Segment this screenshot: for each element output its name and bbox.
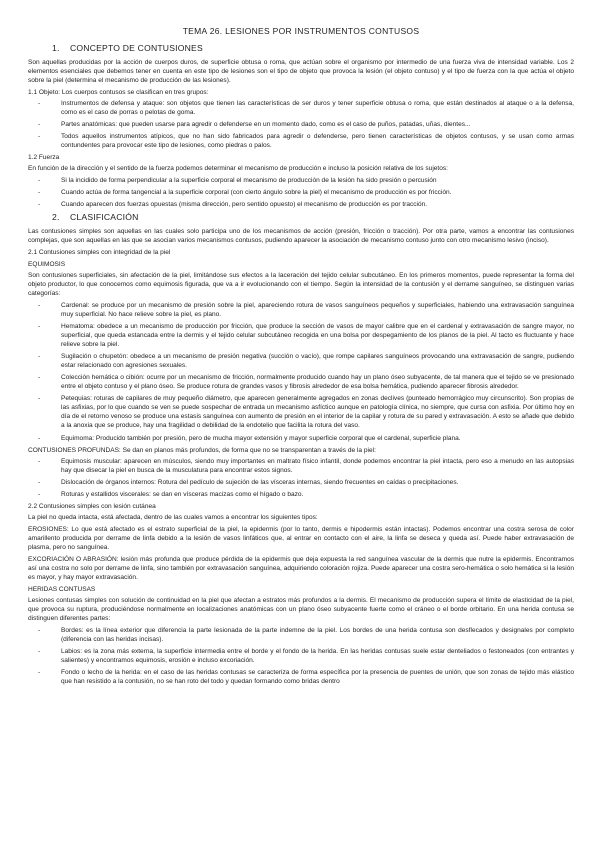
paragraph-equimosis: Son contusiones superficiales, sin afectación de la piel, limitándose sus efectos a la laceración del tejido celular subcutáneo. En los primeros momentos, puede representar la forma del objeto productor, lo que conocemos como equimosis figurada, que va a ir evolucionando con el tiempo. Según la intensidad de la contusión y el derrame sanguíneo, se distinguen varias categorías: — [28, 272, 574, 298]
paragraph-clasificacion: Las contusiones simples son aquellas en las cuales solo participa uno de los mecanismos de acción (presión, fricción o tracción). Por otra parte, vamos a encontrar las contusiones complejas, que son aquellas en las que se asocian varios mecanismos contusos, pudiendo aparecer la asociación de mecanismo contuso junto con otro mecanismo lesivo (inciso). — [28, 227, 574, 244]
list-item: - Cuando aparecen dos fuerzas opuestas (misma dirección, pero sentido opuesto) el mecanismo de producción es por tracción. — [28, 200, 574, 209]
section-heading-concepto — [52, 43, 574, 55]
section-title: CONCEPTO DE CONTUSIONES — [70, 42, 203, 53]
paragraph-concepto: Son aquellas producidas por la acción de cuerpos duros, de superficie obtusa o roma, que actúan sobre el organismo por intermedio de una fuerza viva de intensidad variable. Los 2 elementos esenciales que debemos tener en cuenta en este tipo de lesiones son el tipo de objeto que provoca la lesión (el objeto contuso) y el tipo de fuerza con la que actúa el objeto sobre la piel (determina el mecanismo de producción de las lesiones). — [28, 58, 574, 84]
list-item: - Cardenal: se produce por un mecanismo de presión sobre la piel, apareciendo rotura de vasos sanguíneos pequeños y superficiales, habiendo una extravasación sanguínea muy superficial. No hace relieve sobre la piel, es plano. — [28, 301, 574, 319]
paragraph-excoriacion: EXCORIACIÓN O ABRASIÓN: lesión más profunda que produce pérdida de la epidermis que deja expuesta la red sanguínea vascular de la dermis que nutre la epidermis. Encontramos así una costra no solo por derrame de linfa, sino también por extravasación sanguínea, adquiriendo coloración rojiza. Puede aparecer una costra sero-hemática o solo hemática si la lesión es mayor, y hay mayor extravasación. — [28, 555, 574, 581]
list-item: - Labios: es la zona más externa, la superficie intermedia entre el borde y el fondo de la herida. En las heridas contusas suele estar denteliados o festoneados (con entrantes y salientes) y encontramos equimosis, erosión e incluso excoriación. — [28, 647, 574, 665]
paragraph-erosiones: EROSIONES: Lo que está afectado es el estrato superficial de la piel, la epidermis (por lo tanto, dermis e hipodermis están intactas). Podemos encontrar una costra serosa de color amarillento producida por derrame de linfa debido a la lesión de vasos linfáticos que, al entrar en contacto con el aire, la linfa se deseca y queda así. Puede haber extravasación de plasma, pero no sanguínea. — [28, 525, 574, 551]
list-item: - Partes anatómicas: que pueden usarse para agredir o defenderse en un momento dado, como es el caso de puños, patadas, uñas, dientes... — [28, 120, 574, 129]
section-number: 1. — [52, 42, 60, 53]
subsection-heading-integridad: 2.1 Contusiones simples con integridad de la piel — [28, 248, 171, 256]
list-item: - Cuando actúa de forma tangencial a la superficie corporal (con cierto ángulo sobre la piel) el mecanismo de producción es por fricción. — [28, 188, 574, 197]
list-item: - Todos aquellos instrumentos atípicos, que no han sido fabricados para agredir o defenderse, pero tienen características de objetos contusos, y se usan como armas contundentes para provocar este tipo de lesiones, como piedras o palos. — [28, 132, 574, 150]
list-item: - Equimoma: Producido también por presión, pero de mucha mayor extensión y mayor superficie corporal que el cardenal, superficie plana. — [28, 434, 574, 443]
heading-heridas-contusas: HERIDAS CONTUSAS — [28, 585, 96, 593]
document-title: TEMA 26. LESIONES POR INSTRUMENTOS CONTUSOS — [182, 26, 420, 36]
list-item: - Petequias: roturas de capilares de muy pequeño diámetro, que aparecen generalmente agregados en zonas declives (punteado hemorrágico muy circunscrito). Son propias de las asfixias, por lo que cuando se ven se puede sospechar de entrada un mecanismo asfíctico aunque en patología clínica, no siempre, que cursa con asfixia. Por último hoy en día de el retorno venoso se produce una estasis sanguínea con aumento de presión en el interior de la capilar y rotura de su pared y extravasación. A esto se añade que debido a la anoxia que se produce, hay una fragilidad o debilidad de la endotelio que facilita la rotura del vaso. — [28, 394, 574, 430]
paragraph-lesion-cutanea: La piel no queda intacta, está afectada, dentro de las cuales vamos a encontrar los siguientes tipos: — [28, 513, 318, 521]
heading-contusiones-profundas: CONTUSIONES PROFUNDAS: Se dan en planos más profundos, de forma que no se transparentan a través de la piel: — [28, 446, 376, 454]
list-item: - Si la incidido de forma perpendicular a la superficie corporal el mecanismo de producción de la lesión ha sido presión o percusión — [28, 176, 574, 185]
list-item: - Hematoma: obedece a un mecanismo de producción por fricción, que produce la sección de vasos de mayor calibre que en el cardenal y extravasación de sangre mayor, no superficial, que queda estancada entre la dermis y el tejido celular subcutáneo recogida en una bolsa por despegamiento de los planos de la piel. Al tacto es fluctuante y hace relieve sobre la piel. — [28, 322, 574, 349]
section-number: 2. — [52, 212, 60, 223]
list-item: - Fondo o lecho de la herida: en el caso de las heridas contusas se caracteriza de forma específica por la presencia de puentes de unión, que son zonas de tejido más elástico que han resistido a la contusión, no se han roto del todo y quedan formando como bridas dentro — [28, 668, 574, 686]
list-item: - Roturas y estallidos viscerales: se dan en vísceras macizas como el hígado o bazo. — [28, 490, 574, 499]
list-fuerza — [28, 176, 574, 209]
list-objetos — [28, 99, 574, 150]
list-item: - Dislocación de órganos internos: Rotura del pedículo de sujeción de las vísceras internas, siendo frecuentes en caídas o precipitaciones. — [28, 478, 574, 487]
list-item: - Instrumentos de defensa y ataque: son objetos que tienen las características de ser duros y tener superficie obtusa o roma, que están destinados al ataque o a la defensa, como es el caso de porras o pelotas de goma. — [28, 99, 574, 117]
section-title: CLASIFICACIÓN — [70, 212, 139, 223]
list-equimosis — [28, 301, 574, 442]
paragraph-heridas: Lesiones contusas simples con solución de continuidad en la piel que afectan a estratos más profundos a la dermis. El mecanismo de producción supera el límite de elasticidad de la piel, que provoca su ruptura, produciéndose normalmente en localizaciones anatómicas con un plano óseo subyacente fuerte como el cráneo o el borde orbitario. En una herida contusa se distinguen diferentes partes: — [28, 596, 574, 623]
subsection-heading-objeto: 1.1 Objeto: Los cuerpos contusos se clasifican en tres grupos: — [28, 88, 209, 96]
subsection-heading-fuerza: 1.2 Fuerza — [28, 153, 60, 161]
list-item: - Sugilación o chupetón: obedece a un mecanismo de presión negativa (succión o vacío), que rompe capilares sanguíneos provocando una extravasación de sangre, pudiendo estar relacionado con agresiones sexuales. — [28, 352, 574, 370]
paragraph-fuerza: En función de la dirección y el sentido de la fuerza podemos determinar el mecanismo de producción e incluso la posición relativa de los sujetos: — [28, 164, 448, 172]
list-item: - Bordes: es la línea exterior que diferencia la parte lesionada de la parte indemne de la piel. Los bordes de una herida contusa son desflecados y designales por completo (diferencia con las heridas incisas). — [28, 626, 574, 644]
list-item: - Colección hemática o cibión: ocurre por un mecanismo de fricción, normalmente producido cuando hay un plano óseo subyacente, de tal manera que el tejido se ve presionado entre el objeto contuso y el plano óseo. Se produce rotura de grandes vasos y fibrosis alrededor de esa bolsa hemática, pudiendo aparecer fibrosis alrededor. — [28, 373, 574, 391]
subsection-heading-lesion-cutanea: 2.2 Contusiones simples con lesión cutánea — [28, 502, 156, 510]
list-item: - Equimosis muscular: aparecen en músculos, siendo muy importantes en maltrato físico infantil, donde podemos encontrar la piel intacta, pero eso a menudo en las autopsias hay que disecar la piel en busca de la musculatura para encontrar estos signos. — [28, 457, 574, 475]
list-profundas — [28, 457, 574, 499]
heading-equimosis: EQUIMOSIS — [28, 260, 66, 268]
list-heridas — [28, 626, 574, 686]
section-heading-clasificacion — [52, 212, 574, 224]
